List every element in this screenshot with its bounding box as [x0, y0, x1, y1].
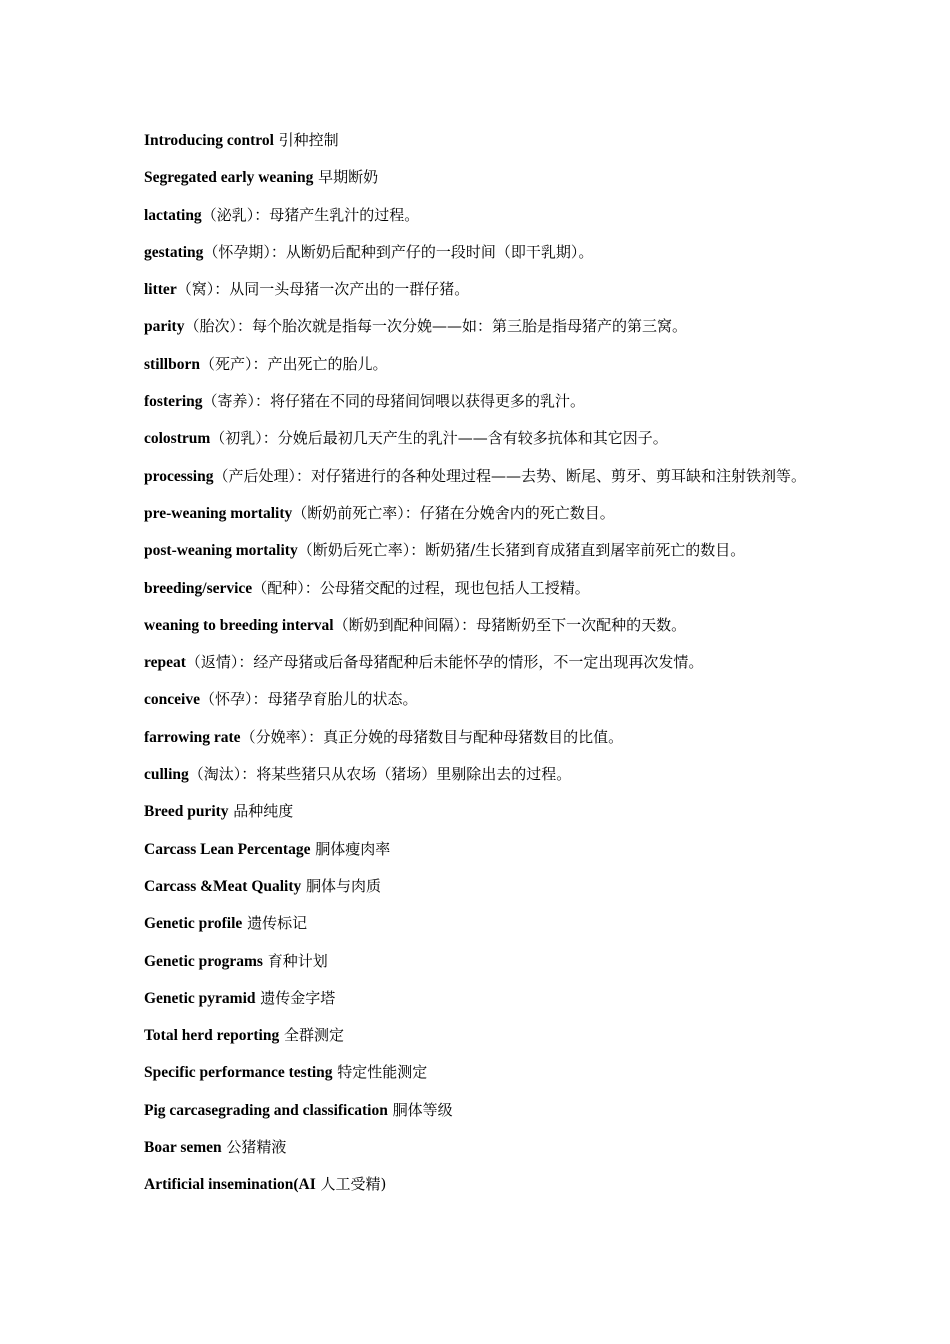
entry-term: parity [144, 318, 185, 336]
glossary-entry [144, 905, 824, 942]
entry-definition: （产后处理）：对仔猪进行的各种处理过程——去势、断尾、剪牙、剪耳缺和注射铁剂等。 [213, 466, 806, 485]
glossary-entry [144, 681, 824, 718]
glossary-entry [144, 570, 824, 607]
entry-term: fostering [144, 393, 203, 411]
entry-term: litter [144, 281, 177, 299]
entry-definition: 早期断奶 [313, 168, 379, 187]
glossary-entry [144, 458, 824, 495]
entry-definition: （怀孕）：母猪孕育胎儿的状态。 [199, 690, 418, 709]
glossary-entry [144, 1129, 824, 1166]
glossary-entry [144, 346, 824, 383]
entry-term: Introducing control [144, 132, 274, 149]
glossary-entry [144, 495, 824, 532]
entry-definition: （窝）：从同一头母猪一次产出的一群仔猪。 [176, 280, 470, 299]
entry-definition: 胴体等级 [387, 1100, 453, 1119]
entry-term: Artificial insemination(AI [144, 1176, 316, 1194]
entry-term: culling [144, 766, 189, 784]
entry-definition: （断奶后死亡率）：断奶猪/生长猪到育成猪直到屠宰前死亡的数目。 [297, 541, 746, 560]
entry-definition: 育种计划 [262, 951, 328, 970]
glossary-entry [144, 532, 824, 569]
glossary-entry [144, 831, 824, 868]
glossary-entry [144, 159, 824, 196]
glossary-entry [144, 383, 824, 420]
entry-term: stillborn [144, 355, 200, 373]
entry-definition: （胎次）：每个胎次就是指每一次分娩——如：第三胎是指母猪产的第三窝。 [184, 317, 687, 336]
entry-definition: （泌乳）：母猪产生乳汁的过程。 [201, 205, 420, 224]
entry-definition: 遗传标记 [242, 914, 308, 933]
entry-term: lactating [144, 206, 202, 224]
entry-term: weaning to breeding interval [144, 616, 334, 634]
entry-term: conceive [144, 691, 200, 709]
glossary-entry [144, 607, 824, 644]
entry-term: Genetic programs [144, 952, 263, 970]
glossary-list [144, 122, 824, 1204]
entry-definition: （返情）：经产母猪或后备母猪配种后未能怀孕的情形，不一定出现再次发情。 [185, 653, 704, 672]
glossary-entry [144, 420, 824, 457]
glossary-entry [144, 271, 824, 308]
entry-term: Boar semen [144, 1139, 222, 1157]
entry-term: gestating [144, 243, 204, 261]
entry-term: farrowing rate [144, 728, 241, 746]
entry-term: Genetic profile [144, 915, 243, 933]
entry-term: Carcass &Meat Quality [144, 877, 302, 895]
entry-term: post-weaning mortality [144, 542, 298, 560]
entry-definition: （初乳）：分娩后最初几天产生的乳汁——含有较多抗体和其它因子。 [210, 429, 668, 448]
entry-definition: 遗传金字塔 [255, 988, 336, 1007]
entry-definition: 人工受精) [315, 1175, 387, 1194]
entry-term: repeat [144, 654, 186, 672]
entry-definition: 特定性能测定 [332, 1063, 428, 1082]
entry-term: breeding/service [144, 579, 253, 597]
glossary-entry [144, 197, 824, 234]
glossary-entry [144, 943, 824, 980]
glossary-entry [144, 234, 824, 271]
glossary-entry [144, 644, 824, 681]
glossary-entry [144, 756, 824, 793]
glossary-entry [144, 1166, 824, 1203]
entry-term: Genetic pyramid [144, 989, 256, 1007]
entry-definition: 全群测定 [279, 1026, 344, 1045]
glossary-entry [144, 980, 824, 1017]
entry-definition: 公猪精液 [221, 1138, 287, 1157]
entry-definition: （断奶到配种间隔）：母猪断奶至下一次配种的天数。 [333, 615, 687, 634]
entry-term: Segregated early weaning [144, 169, 314, 187]
glossary-entry [144, 1092, 824, 1129]
glossary-entry [144, 868, 824, 905]
entry-definition: 胴体瘦肉率 [310, 839, 391, 858]
entry-term: processing [144, 467, 214, 485]
glossary-entry [144, 308, 824, 345]
entry-term: colostrum [144, 430, 211, 448]
entry-definition: 品种纯度 [228, 802, 294, 821]
entry-definition: 胴体与肉质 [301, 876, 382, 895]
entry-definition: （怀孕期）：从断奶后配种到产仔的一段时间（即干乳期）。 [203, 242, 594, 261]
entry-definition: （寄养）：将仔猪在不同的母猪间饲喂以获得更多的乳汁。 [202, 392, 586, 411]
entry-definition: （死产）：产出死亡的胎儿。 [199, 354, 388, 373]
glossary-entry [144, 793, 824, 830]
glossary-entry [144, 1054, 824, 1091]
entry-term: pre-weaning mortality [144, 504, 293, 522]
glossary-entry [144, 1017, 824, 1054]
entry-term: Carcass Lean Percentage [144, 840, 311, 858]
entry-definition: （断奶前死亡率）：仔猪在分娩舍内的死亡数目。 [292, 503, 615, 522]
entry-term: Total herd reporting [144, 1027, 280, 1045]
entry-definition: 引种控制 [273, 131, 339, 149]
entry-term: Specific performance testing [144, 1064, 333, 1082]
entry-definition: （配种）：公母猪交配的过程，现也包括人工授精。 [252, 578, 590, 597]
entry-definition: （分娩率）：真正分娩的母猪数目与配种母猪数目的比值。 [240, 727, 624, 746]
glossary-entry [144, 122, 824, 159]
glossary-entry [144, 719, 824, 756]
entry-term: Pig carcasegrading and classification [144, 1101, 388, 1119]
entry-term: Breed purity [144, 803, 229, 821]
entry-definition: （淘汰）：将某些猪只从农场（猪场）里剔除出去的过程。 [188, 765, 572, 784]
